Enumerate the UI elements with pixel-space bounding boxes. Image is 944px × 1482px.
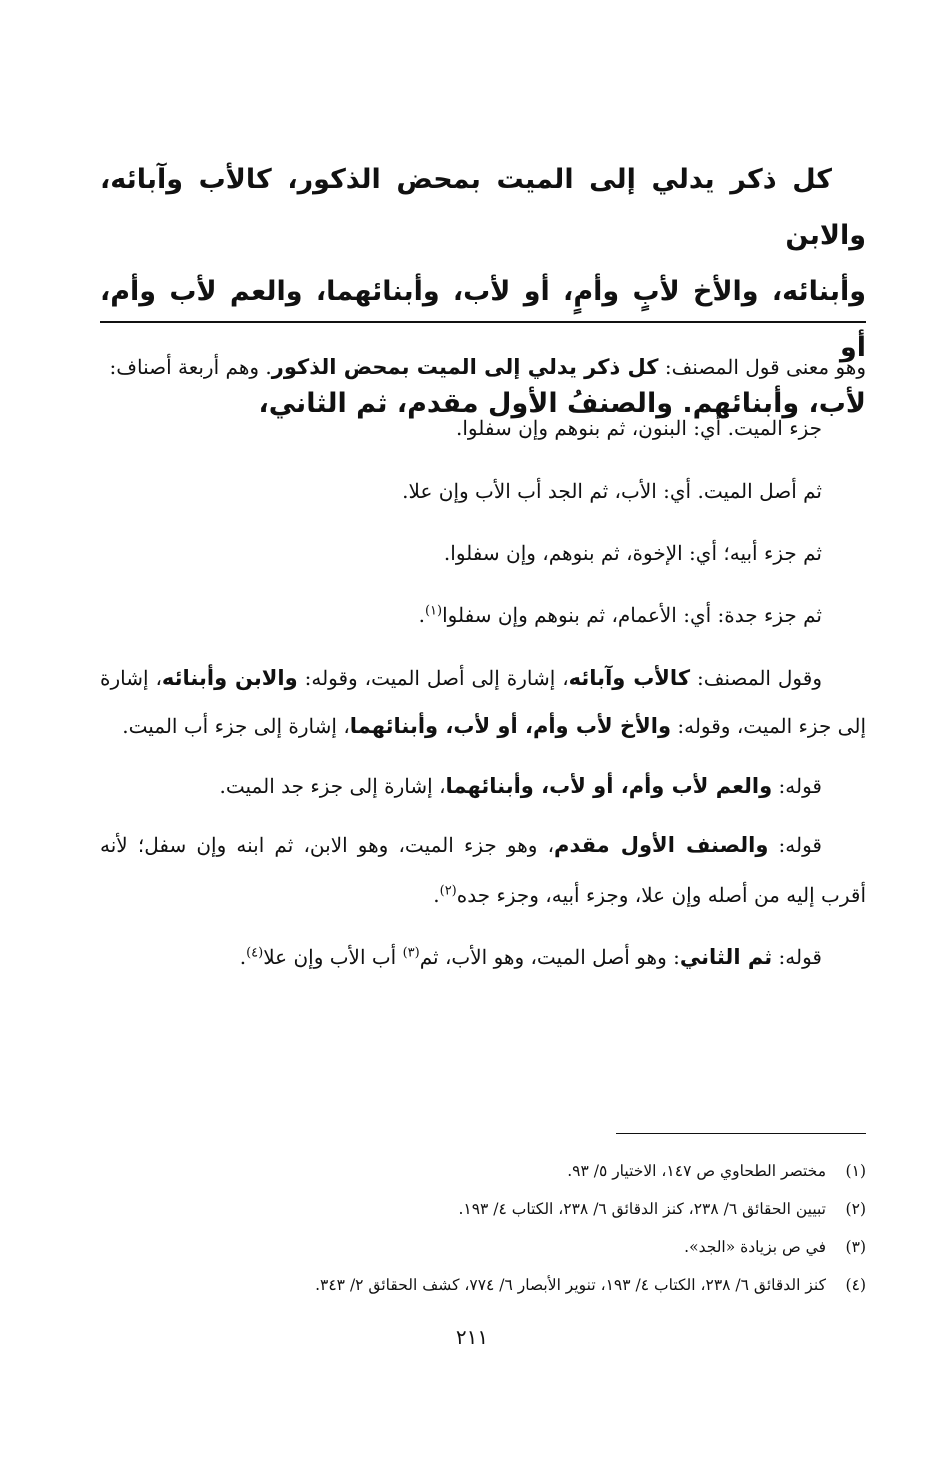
matn-quote: والصنف الأول مقدم: [554, 833, 769, 857]
commentary-paragraph-4: قوله: والصنف الأول مقدم، وهو جزء الميت، وهو الابن، ثم ابنه وإن سفل؛ لأنه أقرب إليه من أصله وإن علا، وجزء أبيه، وجزء جده$^{(٢)}$.: [100, 833, 866, 907]
footnote: (٤)كنز الدقائق ٦/ ٢٣٨، الكتاب ٤/ ١٩٣، تنوير الأبصار ٦/ ٧٧٤، كشف الحقائق ٢/ ٣٤٣.: [315, 1276, 866, 1294]
footnote: (١)مختصر الطحاوي ص ١٤٧، الاختيار ٥/ ٩٣.: [567, 1162, 866, 1180]
page-number: ٢١١: [455, 1325, 489, 1349]
category-2: ثم أصل الميت. أي: الأب، ثم الجد أب الأب وإن علا.: [402, 479, 822, 503]
category-3: ثم جزء أبيه؛ أي: الإخوة، ثم بنوهم، وإن سفلوا.: [443, 541, 822, 565]
footnote-ref: (٣): [402, 945, 420, 961]
category-4: ثم جزء جدة: أي: الأعمام، ثم بنوهم وإن سفلوا$^{(١)}$.: [418, 603, 822, 627]
footnote-ref: (٤): [246, 945, 264, 961]
matn-quote: والأخ لأب وأم، أو لأب، وأبنائهما: [349, 714, 671, 738]
matn-quote: ثم الثاني: [679, 945, 773, 969]
matn-line-3: لأب، وأبنائهم. والصنفُ الأول مقدم، ثم الثاني،: [258, 388, 866, 419]
footnote: (٣)في ص بزيادة «الجد».: [684, 1238, 866, 1256]
matn-line-1: كل ذكر يدلي إلى الميت بمحض الذكور، كالأب وآبائه، والابن: [100, 164, 866, 251]
commentary-text: [100, 342, 866, 982]
footnote-ref: (١): [424, 603, 443, 619]
matn-quote: كالأب وآبائه: [568, 666, 691, 690]
commentary-paragraph-3: قوله: والعم لأب وأم، أو لأب، وأبنائهما، إشارة إلى جزء جد الميت.: [219, 774, 822, 798]
category-1: جزء الميت. أي: البنون، ثم بنوهم وإن سفلوا.: [455, 416, 822, 440]
commentary-paragraph-1: وهو معنى قول المصنف: كل ذكر يدلي إلى الميت بمحض الذكور. وهم أربعة أصناف:: [109, 355, 866, 379]
matn-quote: كل ذكر يدلي إلى الميت بمحض الذكور: [271, 355, 659, 379]
footnotes: [90, 1152, 866, 1304]
matn-line-2: وأبنائه، والأخ لأبٍ وأمٍ، أو لأب، وأبنائهما، والعم لأب وأم، أو: [100, 276, 866, 363]
matn-quote: والابن وأبنائه: [161, 666, 298, 690]
footnote-divider: [616, 1133, 866, 1134]
commentary-paragraph-2: وقول المصنف: كالأب وآبائه، إشارة إلى أصل الميت، وقوله: والابن وأبنائه، إشارة إلى جزء الميت، وقوله: والأخ لأب وأم، أو لأب، وأبنائهما، إشارة إلى جزء أب الميت.: [100, 666, 866, 738]
commentary-paragraph-5: قوله: ثم الثاني: وهو أصل الميت، وهو الأب، ثم$^{(٣)}$ أب الأب وإن علا$^{(٤)}$.: [239, 945, 822, 969]
footnote-ref: (٢): [439, 883, 457, 899]
footnote: (٢)تبيين الحقائق ٦/ ٢٣٨، كنز الدقائق ٦/ ٢٣٨، الكتاب ٤/ ١٩٣.: [458, 1200, 866, 1218]
matn-quote: والعم لأب وأم، أو لأب، وأبنائهما: [445, 774, 773, 798]
matn-divider: [100, 321, 866, 323]
